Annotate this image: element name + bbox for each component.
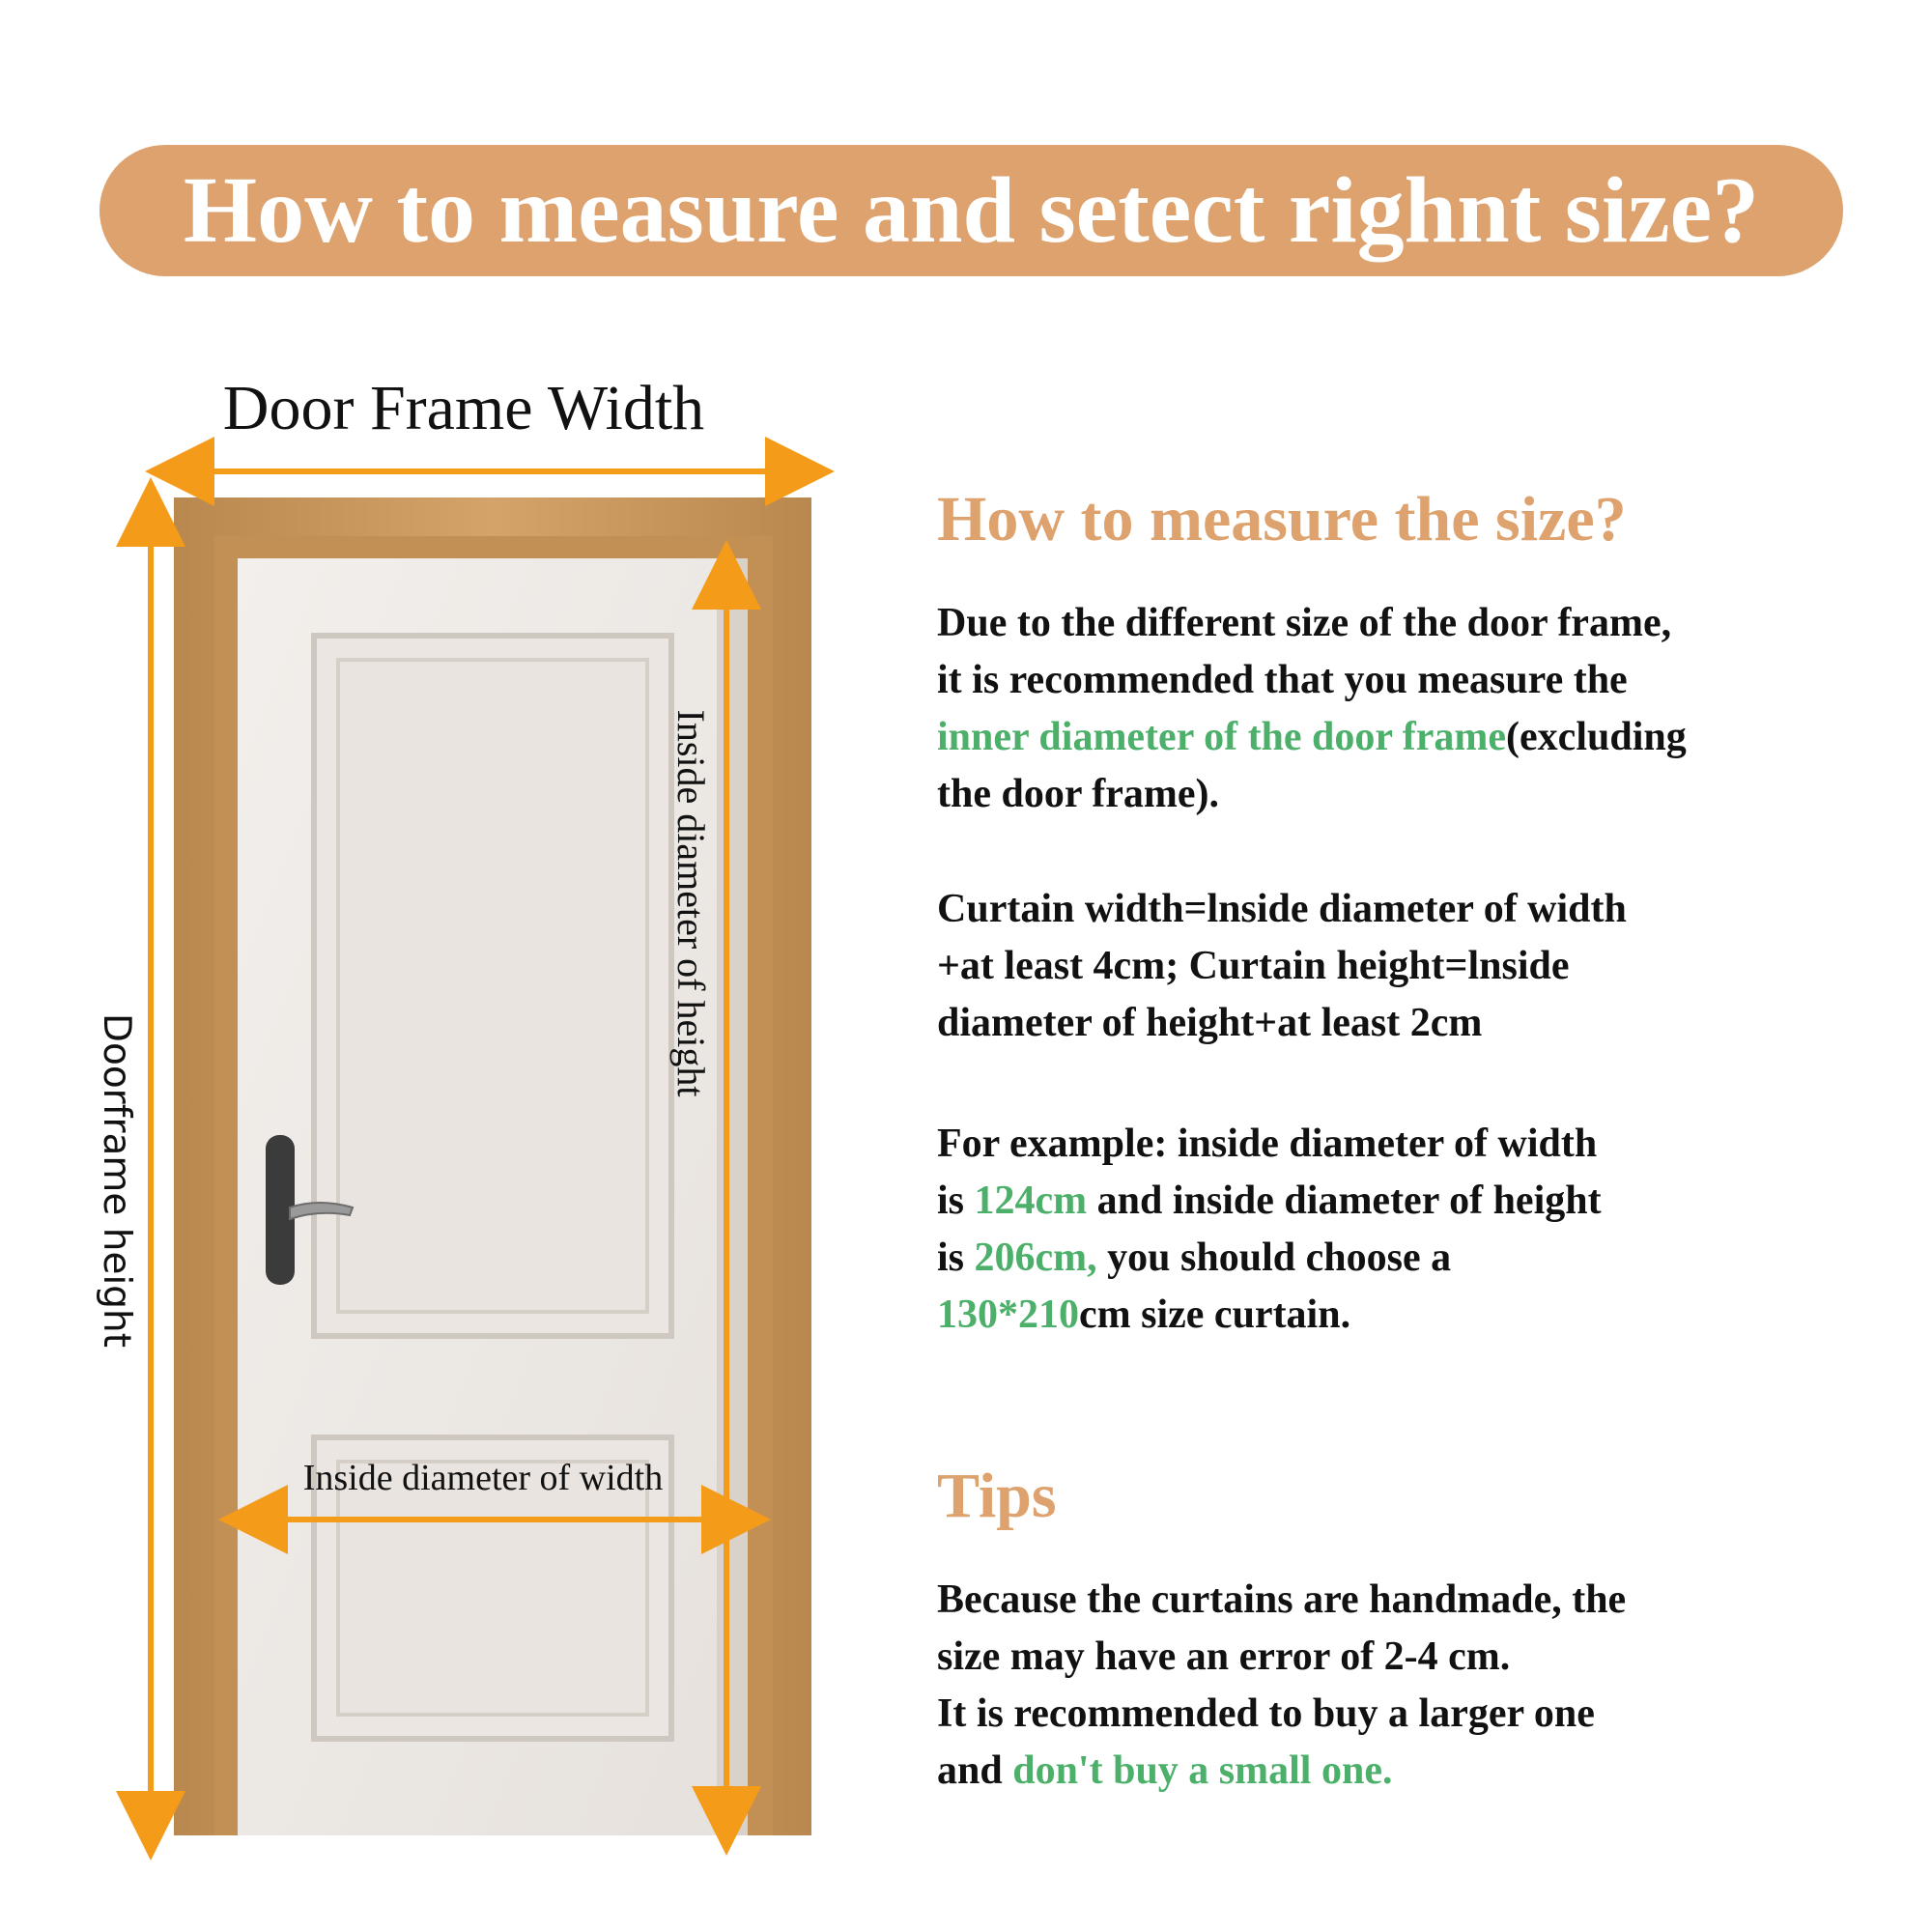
measure-paragraph-3: For example: inside diameter of width is 124cm and inside diameter of height is 206cm, you should choose a 130*210cm size curtain. xyxy=(937,1122,1602,1337)
measure-paragraph-1: Due to the different size of the door frame, it is recommended that you measure the inner diameter of the door frame(excluding the door frame). xyxy=(937,601,1687,816)
highlight-curtain-size: 130*210 xyxy=(937,1293,1079,1337)
frame-height-label: Doorframe height xyxy=(95,1012,138,1349)
inside-width-label: Inside diameter of width xyxy=(302,1458,664,1498)
frame-width-label: Door Frame Width xyxy=(222,373,705,443)
highlight-inner-diameter: inner diameter of the door frame xyxy=(937,715,1507,759)
tips-paragraph: Because the curtains are handmade, the size may have an error of 2-4 cm. It is recommended to buy a larger one and don't buy a small one. xyxy=(937,1577,1627,1793)
highlight-height-value: 206cm, xyxy=(974,1236,1097,1280)
banner-title: How to measure and setect righnt size? xyxy=(183,158,1760,263)
inside-height-label: Inside diameter of height xyxy=(669,709,713,1097)
highlight-width-value: 124cm xyxy=(974,1179,1088,1223)
highlight-dont-buy-small: don't buy a small one. xyxy=(1012,1748,1393,1793)
tips-heading: Tips xyxy=(937,1461,1057,1531)
measure-paragraph-2: Curtain width=lnside diameter of width +at least 4cm; Curtain height=lnside diameter of height+at least 2cm xyxy=(937,887,1627,1045)
instructions-column xyxy=(937,483,1864,1800)
measure-heading: How to measure the size? xyxy=(937,484,1627,554)
